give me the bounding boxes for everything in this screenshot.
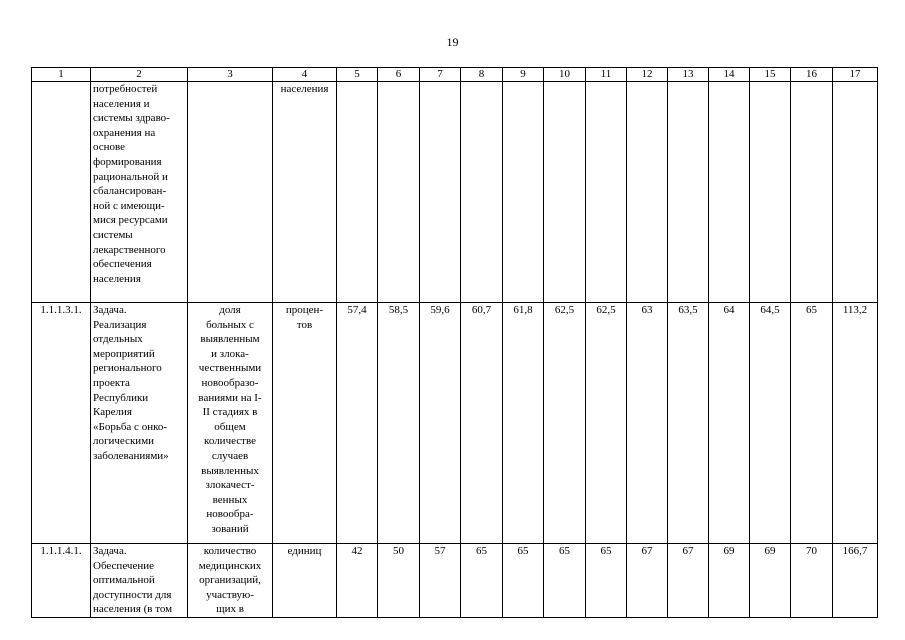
value-cell: 166,7 (833, 544, 878, 618)
row-name-cell: Задача. Обеспечение оптимальной доступности для населения (в том (91, 544, 188, 618)
value-cell: 67 (627, 544, 668, 618)
header-cell: 5 (337, 68, 378, 82)
value-cell: 65 (544, 544, 586, 618)
table-row (32, 544, 878, 618)
value-cell: 70 (791, 544, 833, 618)
data-table (31, 67, 878, 618)
value-cell: 113,2 (833, 303, 878, 544)
value-cell (544, 82, 586, 303)
row-code-cell: 1.1.1.4.1. (32, 544, 91, 618)
header-cell: 13 (668, 68, 709, 82)
row-code-cell: 1.1.1.3.1. (32, 303, 91, 544)
row-code-cell (32, 82, 91, 303)
page-number: 19 (446, 35, 459, 49)
value-cell: 67 (668, 544, 709, 618)
value-cell: 50 (378, 544, 420, 618)
row-unit-cell: процен- тов (273, 303, 337, 544)
row-indicator-cell: доля больных с выявленным и злока- чественными новообразо- ваниями на I- II стадиях в общем количестве случаев выявленных злокачест- венных новообра- зований (188, 303, 273, 544)
value-cell (503, 82, 544, 303)
value-cell (833, 82, 878, 303)
value-cell: 59,6 (420, 303, 461, 544)
value-cell (378, 82, 420, 303)
value-cell (627, 82, 668, 303)
header-cell: 8 (461, 68, 503, 82)
value-cell: 65 (503, 544, 544, 618)
header-row (32, 68, 878, 82)
row-name-cell: Задача. Реализация отдельных мероприятий регионального проекта Республики Карелия «Борьба с онко- логическими заболеваниями» (91, 303, 188, 544)
table-row (32, 303, 878, 544)
header-cell: 11 (586, 68, 627, 82)
row-unit-cell: населения (273, 82, 337, 303)
header-cell: 14 (709, 68, 750, 82)
value-cell: 64 (709, 303, 750, 544)
row-indicator-cell (188, 82, 273, 303)
header-cell: 16 (791, 68, 833, 82)
value-cell (337, 82, 378, 303)
value-cell: 65 (586, 544, 627, 618)
row-name-cell: потребностей населения и системы здраво- охранения на основе формирования рациональной и сбалансирован- ной с имеющи- мися ресурсами системы лекарственного обеспечения населения (91, 82, 188, 303)
header-cell: 7 (420, 68, 461, 82)
value-cell (791, 82, 833, 303)
header-cell: 2 (91, 68, 188, 82)
header-cell: 1 (32, 68, 91, 82)
header-cell: 17 (833, 68, 878, 82)
row-indicator-cell: количество медицинских организаций, участвую- щих в (188, 544, 273, 618)
value-cell: 63,5 (668, 303, 709, 544)
value-cell: 60,7 (461, 303, 503, 544)
value-cell: 57 (420, 544, 461, 618)
value-cell: 61,8 (503, 303, 544, 544)
value-cell (709, 82, 750, 303)
header-cell: 6 (378, 68, 420, 82)
value-cell: 58,5 (378, 303, 420, 544)
header-cell: 10 (544, 68, 586, 82)
value-cell (420, 82, 461, 303)
row-unit-cell: единиц (273, 544, 337, 618)
table-row (32, 82, 878, 303)
value-cell (586, 82, 627, 303)
value-cell: 64,5 (750, 303, 791, 544)
value-cell: 57,4 (337, 303, 378, 544)
value-cell: 42 (337, 544, 378, 618)
header-cell: 15 (750, 68, 791, 82)
value-cell: 62,5 (586, 303, 627, 544)
header-cell: 12 (627, 68, 668, 82)
value-cell: 65 (461, 544, 503, 618)
value-cell (461, 82, 503, 303)
value-cell: 65 (791, 303, 833, 544)
value-cell: 62,5 (544, 303, 586, 544)
header-cell: 4 (273, 68, 337, 82)
value-cell: 69 (709, 544, 750, 618)
value-cell: 63 (627, 303, 668, 544)
value-cell (668, 82, 709, 303)
header-cell: 3 (188, 68, 273, 82)
header-cell: 9 (503, 68, 544, 82)
value-cell (750, 82, 791, 303)
value-cell: 69 (750, 544, 791, 618)
